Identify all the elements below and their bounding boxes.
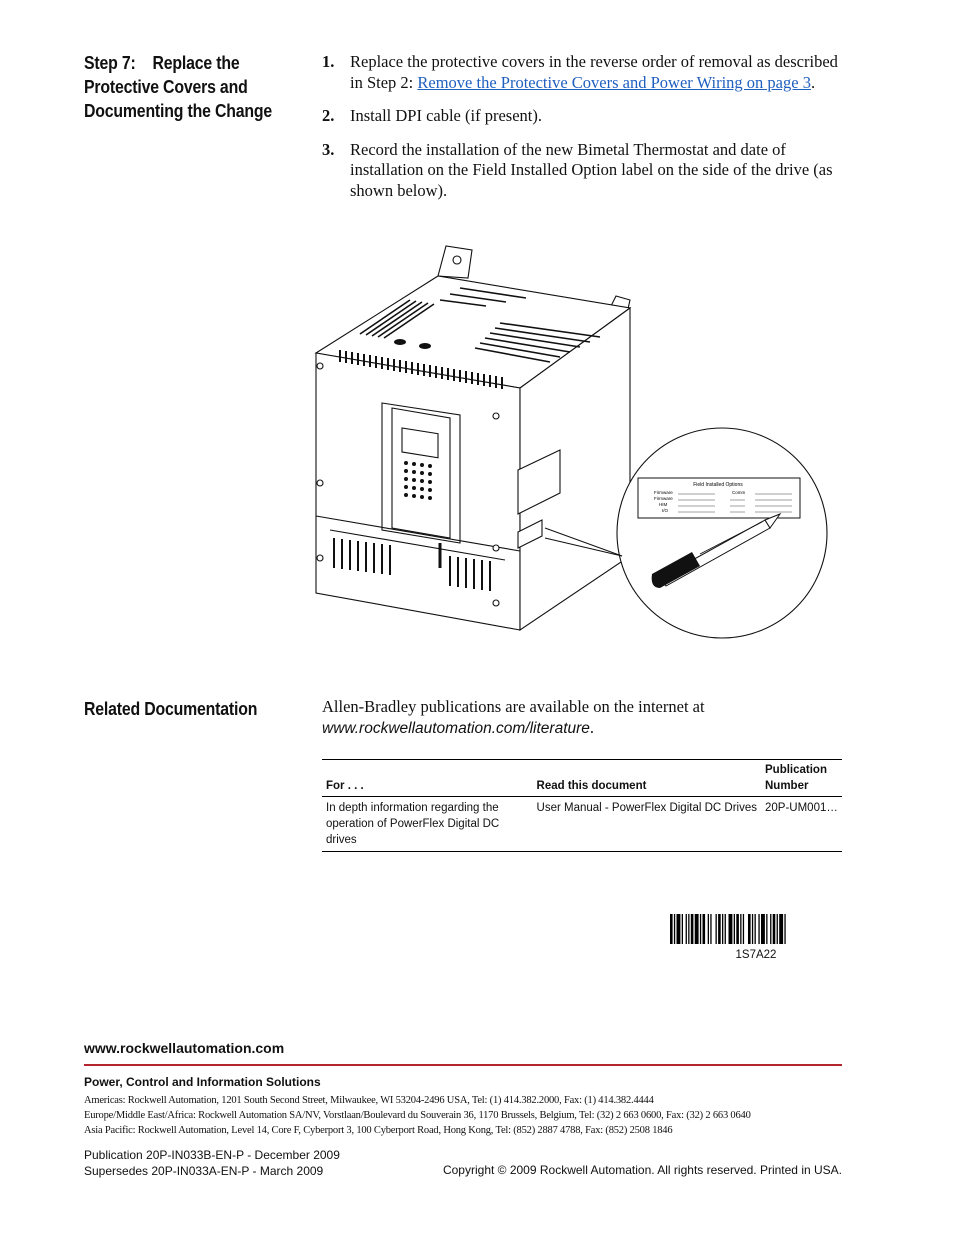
barcode-bar (703, 914, 706, 944)
barcode-bar (729, 914, 733, 944)
barcode-bar (670, 914, 673, 944)
barcode-bar (773, 914, 776, 944)
barcode-bar (770, 914, 771, 944)
step7-heading-line3: Documenting the Change (84, 101, 272, 121)
drive-illustration (300, 238, 840, 640)
barcode-bar (686, 914, 687, 944)
barcode-bar (700, 914, 701, 944)
step-item-3 (322, 140, 842, 202)
step-number: 3. (322, 139, 335, 159)
barcode-bar (718, 914, 721, 944)
barcode-bar (710, 914, 711, 944)
label-col2: Comm (732, 490, 746, 495)
supersedes: Supersedes 20P-IN033A-EN-P - March 2009 (84, 1164, 324, 1178)
footer-rule (84, 1064, 842, 1066)
related-heading: Related Documentation (84, 699, 258, 719)
barcode-bar (722, 914, 723, 944)
copyright: Copyright © 2009 Rockwell Automation. All rights reserved. Printed in USA. (442, 1163, 842, 1177)
address-europe: Europe/Middle East/Africa: Rockwell Automation SA/NV, Vorstlaan/Boulevard du Souverain 36, 1170 Brussels, Belgium, Tel: (32) 2 663 0600, Fax: (32) 2 663 0640 (84, 1110, 751, 1121)
step-number: 2. (322, 106, 335, 125)
barcode-bar (755, 914, 756, 944)
col-header-document: Read this document (533, 760, 761, 797)
barcode-bar (736, 914, 739, 944)
step-number: 1. (322, 52, 335, 71)
footer-website[interactable]: www.rockwellautomation.com (84, 1040, 285, 1056)
barcode-bar (734, 914, 735, 944)
barcode-bar (688, 914, 689, 944)
barcode-bar (708, 914, 709, 944)
barcode-bar (758, 914, 759, 944)
barcode-bar (695, 914, 699, 944)
label-row-2: Firmware (654, 496, 673, 501)
table-cell-for: In depth information regarding the operation of PowerFlex Digital DC drives (322, 797, 533, 852)
step7-list (322, 52, 842, 214)
step-item-1 (322, 52, 842, 93)
barcode-bar (691, 914, 694, 944)
step-text: Record the installation of the new Bimetal Thermostat and date of installation on the Field Installed Option label on the side of the drive (as shown below). (350, 139, 833, 200)
step7-heading-line1: Step 7: Replace the (84, 53, 240, 73)
related-url-suffix: . (589, 717, 595, 737)
table-cell-document: User Manual - PowerFlex Digital DC Drives (533, 797, 761, 852)
step7-heading-line2: Protective Covers and (84, 77, 248, 97)
related-docs-table (322, 759, 842, 852)
related-url-line (322, 718, 842, 740)
label-row-4: I/O (662, 508, 669, 513)
label-row-1: Firmware (654, 490, 673, 495)
address-asia: Asia Pacific: Rockwell Automation, Level 14, Core F, Cyberport 3, 100 Cyberport Road, Hong Kong, Tel: (852) 2887 4788, Fax: (852) 2508 1846 (84, 1125, 673, 1136)
col-header-publication: Publication Number (761, 760, 842, 797)
footer-addresses (84, 1093, 864, 1138)
barcode-bars (670, 914, 842, 944)
col-header-for: For . . . (322, 760, 533, 797)
table-cell-publication: 20P-UM001… (761, 797, 842, 852)
step-text: Install DPI cable (if present). (350, 106, 542, 125)
barcode-bar (740, 914, 741, 944)
barcode-bar (761, 914, 765, 944)
literature-url[interactable]: www.rockwellautomation.com/literature (322, 719, 590, 737)
label-title: Field Installed Options (693, 482, 743, 488)
related-intro-text: Allen-Bradley publications are available on the internet at (322, 697, 705, 716)
footer-tagline: Power, Control and Information Solutions (84, 1075, 321, 1089)
barcode-bar (752, 914, 753, 944)
label-row-3: HIM (659, 502, 668, 507)
barcode-bar (779, 914, 783, 944)
barcode-bar (677, 914, 681, 944)
barcode-bar (766, 914, 767, 944)
barcode-bar (743, 914, 744, 944)
barcode-bar (777, 914, 778, 944)
table-row (322, 797, 842, 852)
step-text-end: . (810, 72, 816, 92)
remove-covers-link[interactable]: Remove the Protective Covers and Power Wiring on page 3 (417, 72, 811, 92)
barcode-text: 1S7A22 (735, 949, 777, 961)
step-item-2 (322, 106, 842, 127)
publication-number: Publication 20P-IN033B-EN-P - December 2009 (84, 1148, 340, 1162)
barcode-bar (674, 914, 675, 944)
barcode-bar (725, 914, 726, 944)
step-text: Replace the protective covers in the reverse order of removal as described in Step 2: (350, 52, 838, 92)
barcode-bar (682, 914, 683, 944)
barcode-bar (748, 914, 751, 944)
step7-heading (84, 51, 272, 123)
table-header-row (322, 760, 842, 797)
address-americas: Americas: Rockwell Automation, 1201 South Second Street, Milwaukee, WI 53204-2496 USA, Tel: (1) 414.382.2000, Fax: (1) 414.382.4444 (84, 1095, 654, 1106)
barcode-bar (784, 914, 785, 944)
barcode-bar (716, 914, 717, 944)
barcode (670, 914, 842, 961)
footer-publication-info (84, 1147, 340, 1179)
related-intro (322, 697, 842, 739)
